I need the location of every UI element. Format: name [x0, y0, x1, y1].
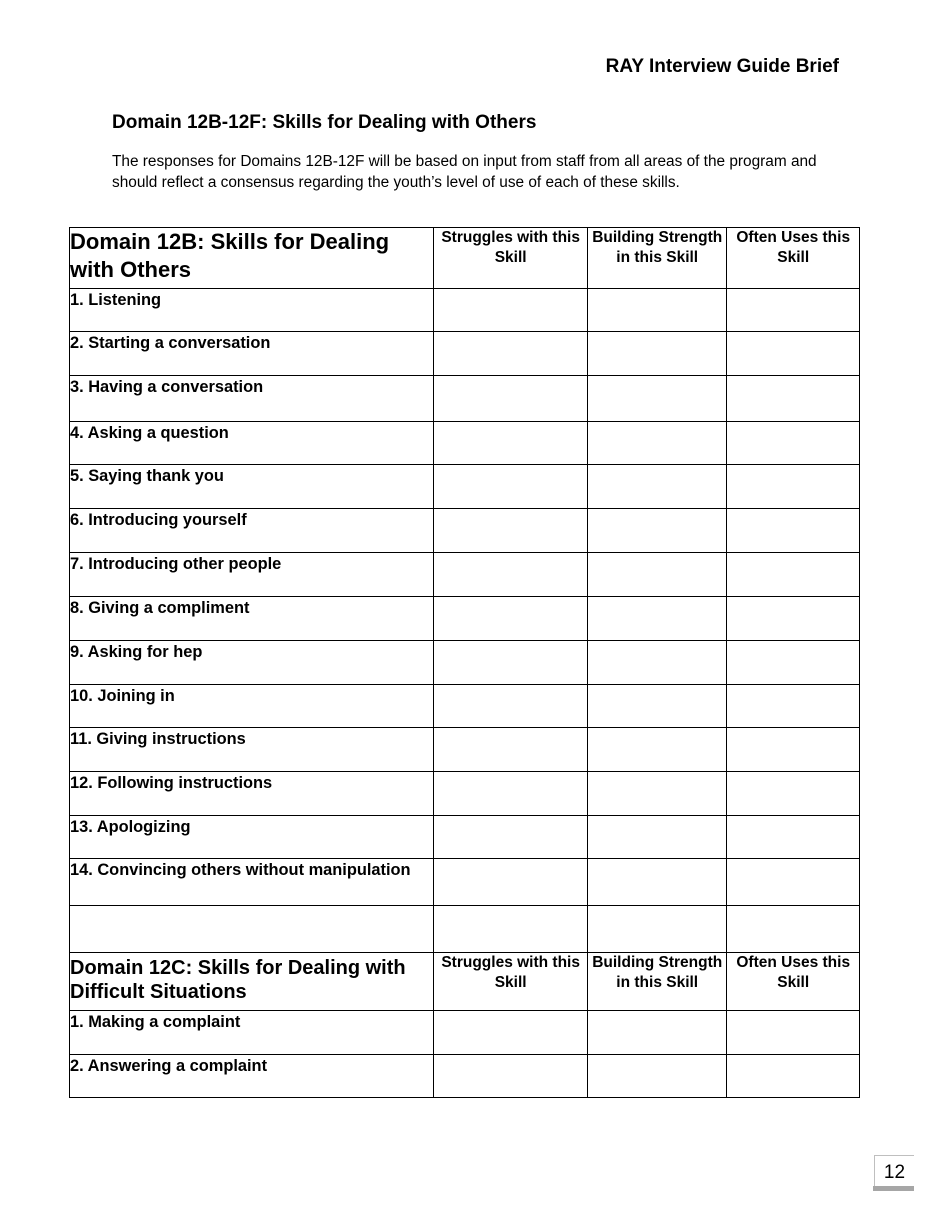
column-header-often: Often Uses this Skill — [727, 953, 860, 1011]
skill-label: 9. Asking for hep — [70, 641, 434, 685]
skill-label: 13. Apologizing — [70, 816, 434, 859]
rating-cell-building[interactable] — [587, 641, 727, 685]
skill-row — [70, 422, 860, 465]
rating-cell-struggles[interactable] — [434, 859, 588, 906]
skill-label: 8. Giving a compliment — [70, 597, 434, 641]
rating-cell-struggles[interactable] — [434, 553, 588, 597]
rating-cell-building[interactable] — [587, 553, 727, 597]
skill-label: 2. Answering a complaint — [70, 1055, 434, 1098]
skill-row — [70, 772, 860, 816]
rating-cell-building[interactable] — [587, 685, 727, 728]
skill-label: 4. Asking a question — [70, 422, 434, 465]
rating-cell-struggles[interactable] — [434, 728, 588, 772]
blank-row — [70, 906, 860, 953]
rating-cell-struggles[interactable] — [434, 597, 588, 641]
skill-row — [70, 289, 860, 332]
page-number-underline — [873, 1186, 914, 1191]
skill-row — [70, 509, 860, 553]
section-intro-text: The responses for Domains 12B-12F will be based on input from staff from all areas of the program and should reflect a consensus regarding the youth’s level of use of each of these skills. — [112, 153, 817, 191]
rating-cell-struggles[interactable] — [434, 1055, 588, 1098]
skill-row — [70, 332, 860, 376]
rating-cell-struggles[interactable] — [434, 641, 588, 685]
rating-cell-building[interactable] — [587, 332, 727, 376]
rating-cell-often[interactable] — [727, 1055, 860, 1098]
rating-cell-struggles[interactable] — [434, 376, 588, 422]
document-header-title: RAY Interview Guide Brief — [605, 56, 839, 77]
rating-cell-building[interactable] — [587, 376, 727, 422]
blank-cell — [727, 906, 860, 953]
rating-cell-often[interactable] — [727, 509, 860, 553]
domain-12b-header-row — [70, 228, 860, 289]
rating-cell-often[interactable] — [727, 597, 860, 641]
skills-rating-table — [69, 227, 860, 1098]
column-header-struggles: Struggles with this Skill — [434, 228, 588, 289]
page-number: 12 — [874, 1155, 914, 1188]
rating-cell-struggles[interactable] — [434, 465, 588, 509]
rating-cell-often[interactable] — [727, 685, 860, 728]
rating-cell-often[interactable] — [727, 376, 860, 422]
rating-cell-building[interactable] — [587, 289, 727, 332]
rating-cell-often[interactable] — [727, 465, 860, 509]
skill-row — [70, 685, 860, 728]
skill-row — [70, 465, 860, 509]
skill-row — [70, 1011, 860, 1055]
rating-cell-struggles[interactable] — [434, 1011, 588, 1055]
rating-cell-building[interactable] — [587, 509, 727, 553]
skill-row — [70, 859, 860, 906]
column-header-building: Building Strength in this Skill — [587, 953, 727, 1011]
rating-cell-struggles[interactable] — [434, 289, 588, 332]
rating-cell-often[interactable] — [727, 422, 860, 465]
skill-row — [70, 597, 860, 641]
skill-row — [70, 728, 860, 772]
skill-row — [70, 816, 860, 859]
domain-12b-title: Domain 12B: Skills for Dealing with Others — [70, 228, 434, 289]
rating-cell-struggles[interactable] — [434, 685, 588, 728]
blank-cell — [587, 906, 727, 953]
rating-cell-building[interactable] — [587, 1011, 727, 1055]
rating-cell-often[interactable] — [727, 289, 860, 332]
rating-cell-often[interactable] — [727, 772, 860, 816]
skill-label: 14. Convincing others without manipulation — [70, 859, 434, 906]
rating-cell-struggles[interactable] — [434, 332, 588, 376]
skill-label: 10. Joining in — [70, 685, 434, 728]
rating-cell-building[interactable] — [587, 728, 727, 772]
skill-row — [70, 553, 860, 597]
rating-cell-often[interactable] — [727, 859, 860, 906]
rating-cell-often[interactable] — [727, 332, 860, 376]
skill-label: 2. Starting a conversation — [70, 332, 434, 376]
rating-cell-building[interactable] — [587, 465, 727, 509]
rating-cell-struggles[interactable] — [434, 422, 588, 465]
domain-12c-title: Domain 12C: Skills for Dealing with Difficult Situations — [70, 953, 434, 1011]
rating-cell-building[interactable] — [587, 859, 727, 906]
rating-cell-often[interactable] — [727, 641, 860, 685]
blank-cell — [434, 906, 588, 953]
rating-cell-often[interactable] — [727, 553, 860, 597]
column-header-building: Building Strength in this Skill — [587, 228, 727, 289]
rating-cell-struggles[interactable] — [434, 509, 588, 553]
rating-cell-building[interactable] — [587, 422, 727, 465]
skill-label: 3. Having a conversation — [70, 376, 434, 422]
rating-cell-struggles[interactable] — [434, 816, 588, 859]
rating-cell-often[interactable] — [727, 728, 860, 772]
skill-label: 7. Introducing other people — [70, 553, 434, 597]
domain-12c-header-row — [70, 953, 860, 1011]
rating-cell-building[interactable] — [587, 772, 727, 816]
skill-row — [70, 1055, 860, 1098]
rating-cell-building[interactable] — [587, 816, 727, 859]
skill-label: 1. Making a complaint — [70, 1011, 434, 1055]
column-header-often: Often Uses this Skill — [727, 228, 860, 289]
skill-label: 5. Saying thank you — [70, 465, 434, 509]
skill-label: 12. Following instructions — [70, 772, 434, 816]
section-title: Domain 12B-12F: Skills for Dealing with Others — [112, 112, 537, 133]
skill-row — [70, 376, 860, 422]
skill-label: 11. Giving instructions — [70, 728, 434, 772]
skill-row — [70, 641, 860, 685]
rating-cell-often[interactable] — [727, 816, 860, 859]
rating-cell-building[interactable] — [587, 597, 727, 641]
skill-label: 6. Introducing yourself — [70, 509, 434, 553]
skill-label: 1. Listening — [70, 289, 434, 332]
rating-cell-often[interactable] — [727, 1011, 860, 1055]
rating-cell-building[interactable] — [587, 1055, 727, 1098]
column-header-struggles: Struggles with this Skill — [434, 953, 588, 1011]
blank-cell — [70, 906, 434, 953]
rating-cell-struggles[interactable] — [434, 772, 588, 816]
